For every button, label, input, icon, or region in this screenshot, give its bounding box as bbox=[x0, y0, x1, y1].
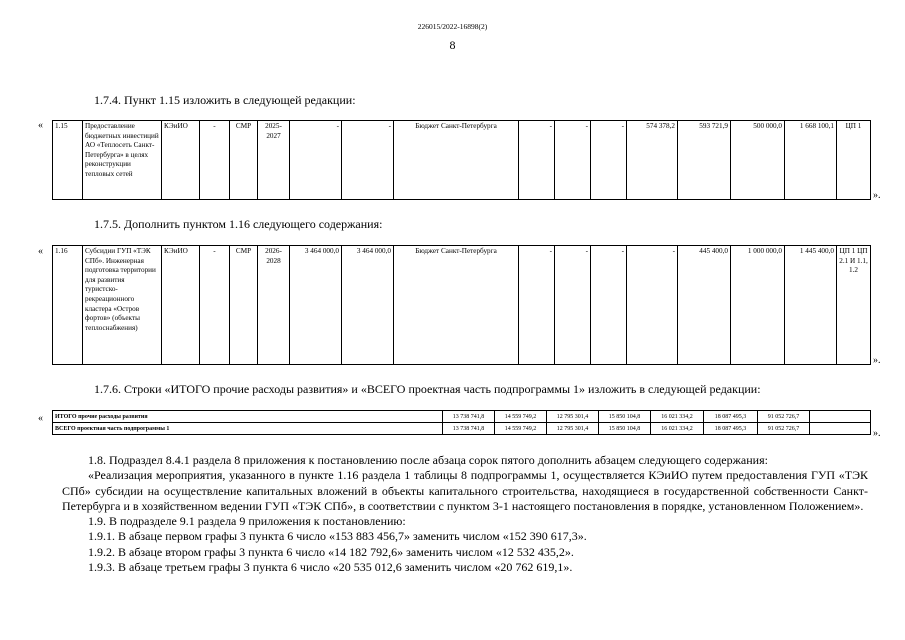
cell-total: 1 445 400,0 bbox=[785, 246, 837, 365]
totals-value: 91 052 726,7 bbox=[758, 423, 810, 435]
totals-value: 12 795 301,4 bbox=[547, 423, 599, 435]
cell-col15: 500 000,0 bbox=[731, 121, 785, 200]
cell-number: 1.16 bbox=[53, 246, 83, 365]
cell-total: 1 668 100,1 bbox=[785, 121, 837, 200]
close-quote: ». bbox=[873, 428, 881, 439]
body-text bbox=[62, 453, 868, 575]
cell-col14: 445 400,0 bbox=[678, 246, 731, 365]
totals-value: 16 021 334,2 bbox=[651, 423, 704, 435]
paragraph-1-9-3: 1.9.3. В абзаце третьем графы 3 пункта 6 число «20 535 012,6 заменить числом «20 762 619,1». bbox=[88, 560, 573, 575]
cell-col15: 1 000 000,0 bbox=[731, 246, 785, 365]
totals-row-label: ИТОГО прочие расходы развития bbox=[53, 411, 443, 423]
cell-col12: - bbox=[591, 246, 627, 365]
cell-name: Предоставление бюджетных инвестиций АО «Теплосеть Санкт-Петербурга» в целях реконструкции тепловых сетей bbox=[83, 121, 162, 200]
cell-col12: - bbox=[591, 121, 627, 200]
document-number: 226015/2022-16898(2) bbox=[417, 22, 488, 31]
table-row bbox=[53, 411, 871, 423]
totals-row-label: ВСЕГО проектная часть подпрограммы 1 bbox=[53, 423, 443, 435]
cell-col8: 3 464 000,0 bbox=[342, 246, 394, 365]
cell-number: 1.15 bbox=[53, 121, 83, 200]
open-quote: « bbox=[38, 120, 43, 131]
cell-col14: 593 721,9 bbox=[678, 121, 731, 200]
paragraph-1-9: 1.9. В подразделе 9.1 раздела 9 приложения к постановлению: bbox=[88, 514, 406, 529]
totals-value bbox=[810, 411, 871, 423]
totals-value bbox=[810, 423, 871, 435]
totals-value: 18 087 495,3 bbox=[704, 423, 758, 435]
cell-col7: - bbox=[290, 121, 342, 200]
paragraph-insert: «Реализация мероприятия, указанного в пункте 1.16 раздела 1 таблицы 8 подпрограммы 1, осуществляется КЭиИО путем предоставления ГУП «ТЭК СПб» субсидии на осуществление капитальных вложений в объекты капитального строительства, находящиеся в государственной собственности Санкт-Петербурга и в хозяйственном ведении ГУП «ТЭК СПб», в соответствии с пунктом 3-1 настоящего постановления в порядке, установленном Положением». bbox=[62, 468, 868, 513]
totals-value: 15 850 104,8 bbox=[599, 423, 651, 435]
totals-value: 18 087 495,3 bbox=[704, 411, 758, 423]
table-row bbox=[53, 246, 871, 365]
row-1-15-table bbox=[52, 120, 871, 200]
cell-indicator: ЦП 1 bbox=[837, 121, 871, 200]
cell-name: Субсидии ГУП «ТЭК СПб». Инженерная подготовка территории для развития туристско-рекреационного кластера «Остров фортов» (объекты теплоснабжения) bbox=[83, 246, 162, 365]
totals-value: 14 559 749,2 bbox=[495, 411, 547, 423]
cell-executor: КЭиИО bbox=[162, 121, 200, 200]
cell-period: 2025-2027 bbox=[258, 121, 290, 200]
page-number: 8 bbox=[449, 38, 456, 52]
totals-value: 15 850 104,8 bbox=[599, 411, 651, 423]
totals-value: 14 559 749,2 bbox=[495, 423, 547, 435]
paragraph-1-9-1: 1.9.1. В абзаце первом графы 3 пункта 6 число «153 883 456,7» заменить числом «152 390 617,3». bbox=[88, 529, 587, 544]
row-1-16-table bbox=[52, 245, 871, 365]
cell-source: Бюджет Санкт-Петербурга bbox=[394, 121, 519, 200]
totals-table bbox=[52, 410, 871, 435]
totals-value: 16 021 334,2 bbox=[651, 411, 704, 423]
cell-col11: - bbox=[555, 121, 591, 200]
cell-col13: 574 378,2 bbox=[627, 121, 678, 200]
cell-col4: - bbox=[200, 246, 230, 365]
paragraph-1-9-2: 1.9.2. В абзаце втором графы 3 пункта 6 число «14 182 792,6» заменить числом «12 532 435,2». bbox=[88, 544, 574, 559]
cell-col8: - bbox=[342, 121, 394, 200]
totals-value: 13 738 741,8 bbox=[443, 423, 495, 435]
table-row bbox=[53, 423, 871, 435]
open-quote: « bbox=[38, 413, 43, 424]
paragraph-1-8: 1.8. Подраздел 8.4.1 раздела 8 приложения к постановлению после абзаца сорок пятого дополнить абзацем следующего содержания: bbox=[88, 453, 768, 467]
totals-value: 13 738 741,8 bbox=[443, 411, 495, 423]
cell-period: 2026-2028 bbox=[258, 246, 290, 365]
cell-executor: КЭиИО bbox=[162, 246, 200, 365]
table-row bbox=[53, 121, 871, 200]
cell-source: Бюджет Санкт-Петербурга bbox=[394, 246, 519, 365]
close-quote: ». bbox=[873, 190, 881, 201]
section-1-7-5: 1.7.5. Дополнить пунктом 1.16 следующего содержания: bbox=[94, 217, 383, 231]
cell-col10: - bbox=[519, 246, 555, 365]
totals-value: 12 795 301,4 bbox=[547, 411, 599, 423]
cell-indicator: ЦП 1 ЦП 2.1 И 1.1, 1.2 bbox=[837, 246, 871, 365]
totals-value: 91 052 726,7 bbox=[758, 411, 810, 423]
cell-col13: - bbox=[627, 246, 678, 365]
section-1-7-4: 1.7.4. Пункт 1.15 изложить в следующей редакции: bbox=[94, 93, 356, 107]
section-1-7-6: 1.7.6. Строки «ИТОГО прочие расходы развития» и «ВСЕГО проектная часть подпрограммы 1» изложить в следующей редакции: bbox=[94, 382, 761, 396]
cell-work-type: СМР bbox=[230, 246, 258, 365]
cell-col10: - bbox=[519, 121, 555, 200]
close-quote: ». bbox=[873, 355, 881, 366]
open-quote: « bbox=[38, 246, 43, 257]
cell-col7: 3 464 000,0 bbox=[290, 246, 342, 365]
cell-work-type: СМР bbox=[230, 121, 258, 200]
cell-col11: - bbox=[555, 246, 591, 365]
cell-col4: - bbox=[200, 121, 230, 200]
